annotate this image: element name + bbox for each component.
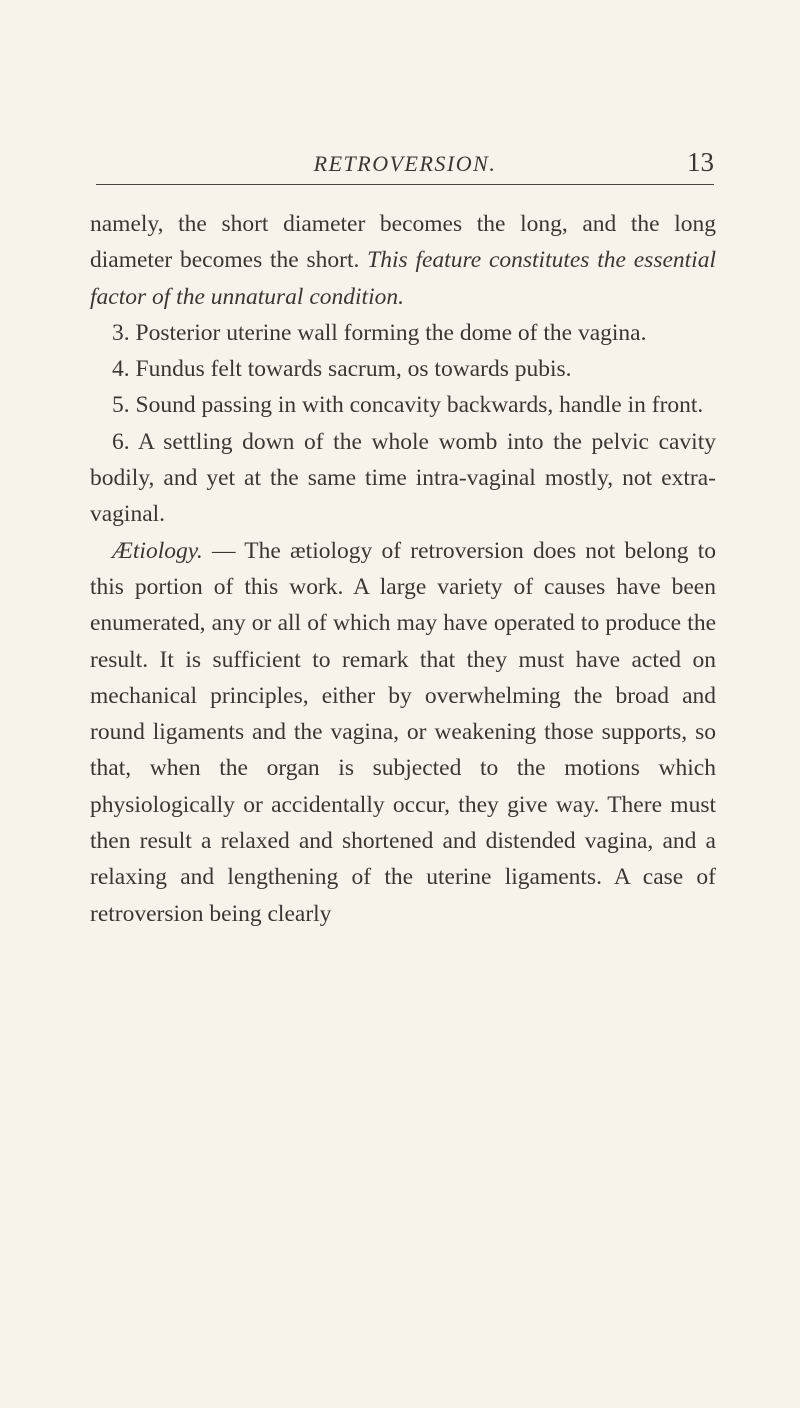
running-head [96, 145, 714, 185]
list-item-5: 5. Sound passing in with concavity backwards, handle in front. [112, 392, 704, 419]
list-item-6: 6. A settling down of the whole womb into the pelvic cavity bodily, and yet at the same time intra-vaginal mostly, not extra-vaginal. [90, 428, 716, 528]
paragraph-continuation [90, 206, 716, 315]
list-item-4: 4. Fundus felt towards sacrum, os towards pubis. [112, 356, 572, 383]
italic-emphasis: This feature constitutes the essential factor of the unnatural condition. [90, 247, 716, 310]
page-number: 13 [687, 147, 714, 177]
list-item-3: 3. Posterior uterine wall forming the dome of the vagina. [112, 319, 647, 346]
section-heading-aetiology: Ætiology. [112, 537, 203, 564]
running-title: RETROVERSION. [313, 151, 497, 176]
paragraph-text: namely, the short diameter becomes the long, and the long diameter becomes the short. [90, 211, 716, 274]
aetiology-paragraph [90, 533, 716, 932]
body-text [90, 206, 716, 932]
paragraph-text: — The ætiology of retroversion does not belong to this portion of this work. A large variety of causes have been enumerated, any or all of which may have operated to produce the result. It is sufficient to remark that they must have acted on mechanical principles, either by overwhelming the broad and round ligaments and the vagina, or weakening those supports, so that, when the organ is subjected to the motions which physiologically or accidentally occur, they give way. There must then result a relaxed and shortened and distended vagina, and a relaxing and lengthening of the uterine ligaments. A case of retroversion being clearly [90, 537, 716, 927]
header-rule [96, 184, 714, 185]
